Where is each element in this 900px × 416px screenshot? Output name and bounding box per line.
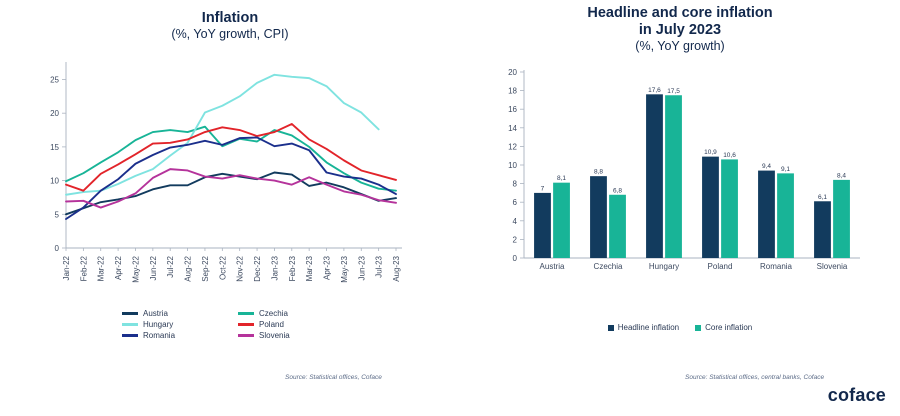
legend-item-headline-inflation [608, 323, 679, 332]
svg-text:Austria: Austria [539, 262, 565, 271]
svg-text:Jan-23: Jan-23 [270, 256, 280, 281]
legend-label: Slovenia [259, 331, 290, 340]
svg-text:May-23: May-23 [339, 256, 349, 283]
svg-text:17,5: 17,5 [667, 87, 680, 95]
legend-label: Austria [143, 309, 168, 318]
legend-label: Hungary [143, 320, 174, 329]
legend-item-hungary [122, 320, 222, 329]
bar-chart-legend [540, 322, 820, 333]
svg-text:5: 5 [54, 210, 59, 220]
svg-text:10,9: 10,9 [704, 149, 717, 157]
svg-text:Jun-22: Jun-22 [148, 256, 158, 281]
svg-text:Dec-22: Dec-22 [253, 256, 263, 282]
svg-text:0: 0 [512, 254, 517, 263]
svg-text:Poland: Poland [707, 262, 733, 271]
legend-swatch-icon [695, 325, 701, 331]
svg-text:Jul-23: Jul-23 [374, 256, 384, 278]
left-chart-title-main: Inflation [201, 10, 259, 26]
right-chart-panel [460, 0, 900, 416]
right-chart-title-line1: Headline and core inflation [587, 5, 773, 21]
line-chart-svg [0, 48, 460, 308]
svg-text:8,4: 8,4 [836, 172, 847, 180]
svg-text:14: 14 [508, 123, 517, 133]
svg-text:12: 12 [508, 142, 517, 152]
svg-text:10: 10 [508, 161, 517, 170]
bar-chart-svg [460, 58, 900, 308]
svg-text:6,1: 6,1 [817, 193, 828, 201]
svg-text:8,8: 8,8 [593, 168, 604, 176]
left-chart-title [0, 10, 460, 42]
legend-label: Czechia [259, 309, 288, 318]
svg-text:6,8: 6,8 [612, 187, 623, 195]
right-chart-title [460, 5, 900, 54]
legend-item-romania [122, 331, 222, 340]
svg-text:May-22: May-22 [131, 256, 141, 283]
legend-swatch-icon [238, 312, 254, 315]
svg-text:9,4: 9,4 [761, 163, 772, 171]
svg-text:0: 0 [54, 244, 59, 253]
svg-text:Oct-22: Oct-22 [218, 256, 228, 281]
left-chart-source: Source: Statistical offices, Coface [285, 374, 382, 381]
svg-text:4: 4 [512, 216, 517, 226]
legend-item-austria [122, 309, 222, 318]
svg-text:Jan-22: Jan-22 [62, 256, 71, 281]
legend-swatch-icon [238, 323, 254, 326]
legend-item-czechia [238, 309, 338, 318]
legend-swatch-icon [608, 325, 614, 331]
svg-text:16: 16 [508, 105, 517, 115]
svg-text:20: 20 [50, 109, 59, 119]
svg-text:25: 25 [50, 75, 59, 85]
legend-item-core-inflation [695, 323, 752, 332]
svg-text:10: 10 [50, 176, 59, 186]
legend-label: Romania [143, 331, 176, 340]
svg-text:Jun-23: Jun-23 [357, 256, 367, 281]
svg-text:18: 18 [508, 86, 517, 96]
svg-text:Nov-22: Nov-22 [235, 256, 245, 282]
svg-text:15: 15 [50, 142, 59, 152]
svg-text:Apr-22: Apr-22 [114, 256, 124, 281]
left-chart-title-sub: (%, YoY growth, CPI) [171, 27, 289, 42]
svg-text:7: 7 [540, 185, 545, 193]
svg-text:17,6: 17,6 [648, 86, 661, 94]
legend-swatch-icon [122, 334, 138, 337]
svg-text:8,1: 8,1 [556, 175, 567, 183]
svg-text:2: 2 [512, 235, 517, 245]
svg-text:9,1: 9,1 [780, 165, 791, 173]
svg-text:Sep-22: Sep-22 [200, 256, 210, 282]
line-chart-legend [60, 308, 400, 341]
legend-swatch-icon [122, 323, 138, 326]
svg-text:Slovenia: Slovenia [816, 262, 848, 271]
legend-item-poland [238, 320, 338, 329]
right-chart-title-sub: (%, YoY growth) [635, 39, 725, 54]
right-chart-source: Source: Statistical offices, central banks, Coface [685, 374, 825, 381]
legend-item-slovenia [238, 331, 338, 340]
svg-text:Jul-22: Jul-22 [166, 256, 176, 278]
legend-swatch-icon [238, 334, 254, 337]
svg-text:20: 20 [508, 68, 517, 77]
svg-text:6: 6 [512, 198, 517, 208]
svg-text:Aug-23: Aug-23 [392, 256, 401, 282]
legend-swatch-icon [122, 312, 138, 315]
legend-label: Headline inflation [617, 323, 680, 332]
svg-text:Hungary: Hungary [648, 262, 680, 271]
svg-text:Feb-23: Feb-23 [287, 256, 297, 282]
svg-text:8: 8 [512, 179, 517, 189]
svg-text:Apr-23: Apr-23 [322, 256, 332, 281]
legend-label: Core inflation [705, 323, 753, 332]
svg-text:Aug-22: Aug-22 [183, 256, 193, 282]
svg-text:Feb-22: Feb-22 [79, 256, 89, 282]
svg-text:Czechia: Czechia [593, 262, 623, 271]
right-chart-title-line2: in July 2023 [638, 22, 722, 39]
svg-text:Romania: Romania [759, 262, 793, 271]
svg-text:Mar-23: Mar-23 [305, 256, 315, 282]
legend-label: Poland [259, 320, 284, 329]
svg-text:Mar-22: Mar-22 [96, 256, 106, 282]
svg-text:10,6: 10,6 [723, 151, 736, 159]
coface-logo: coface [827, 385, 886, 405]
